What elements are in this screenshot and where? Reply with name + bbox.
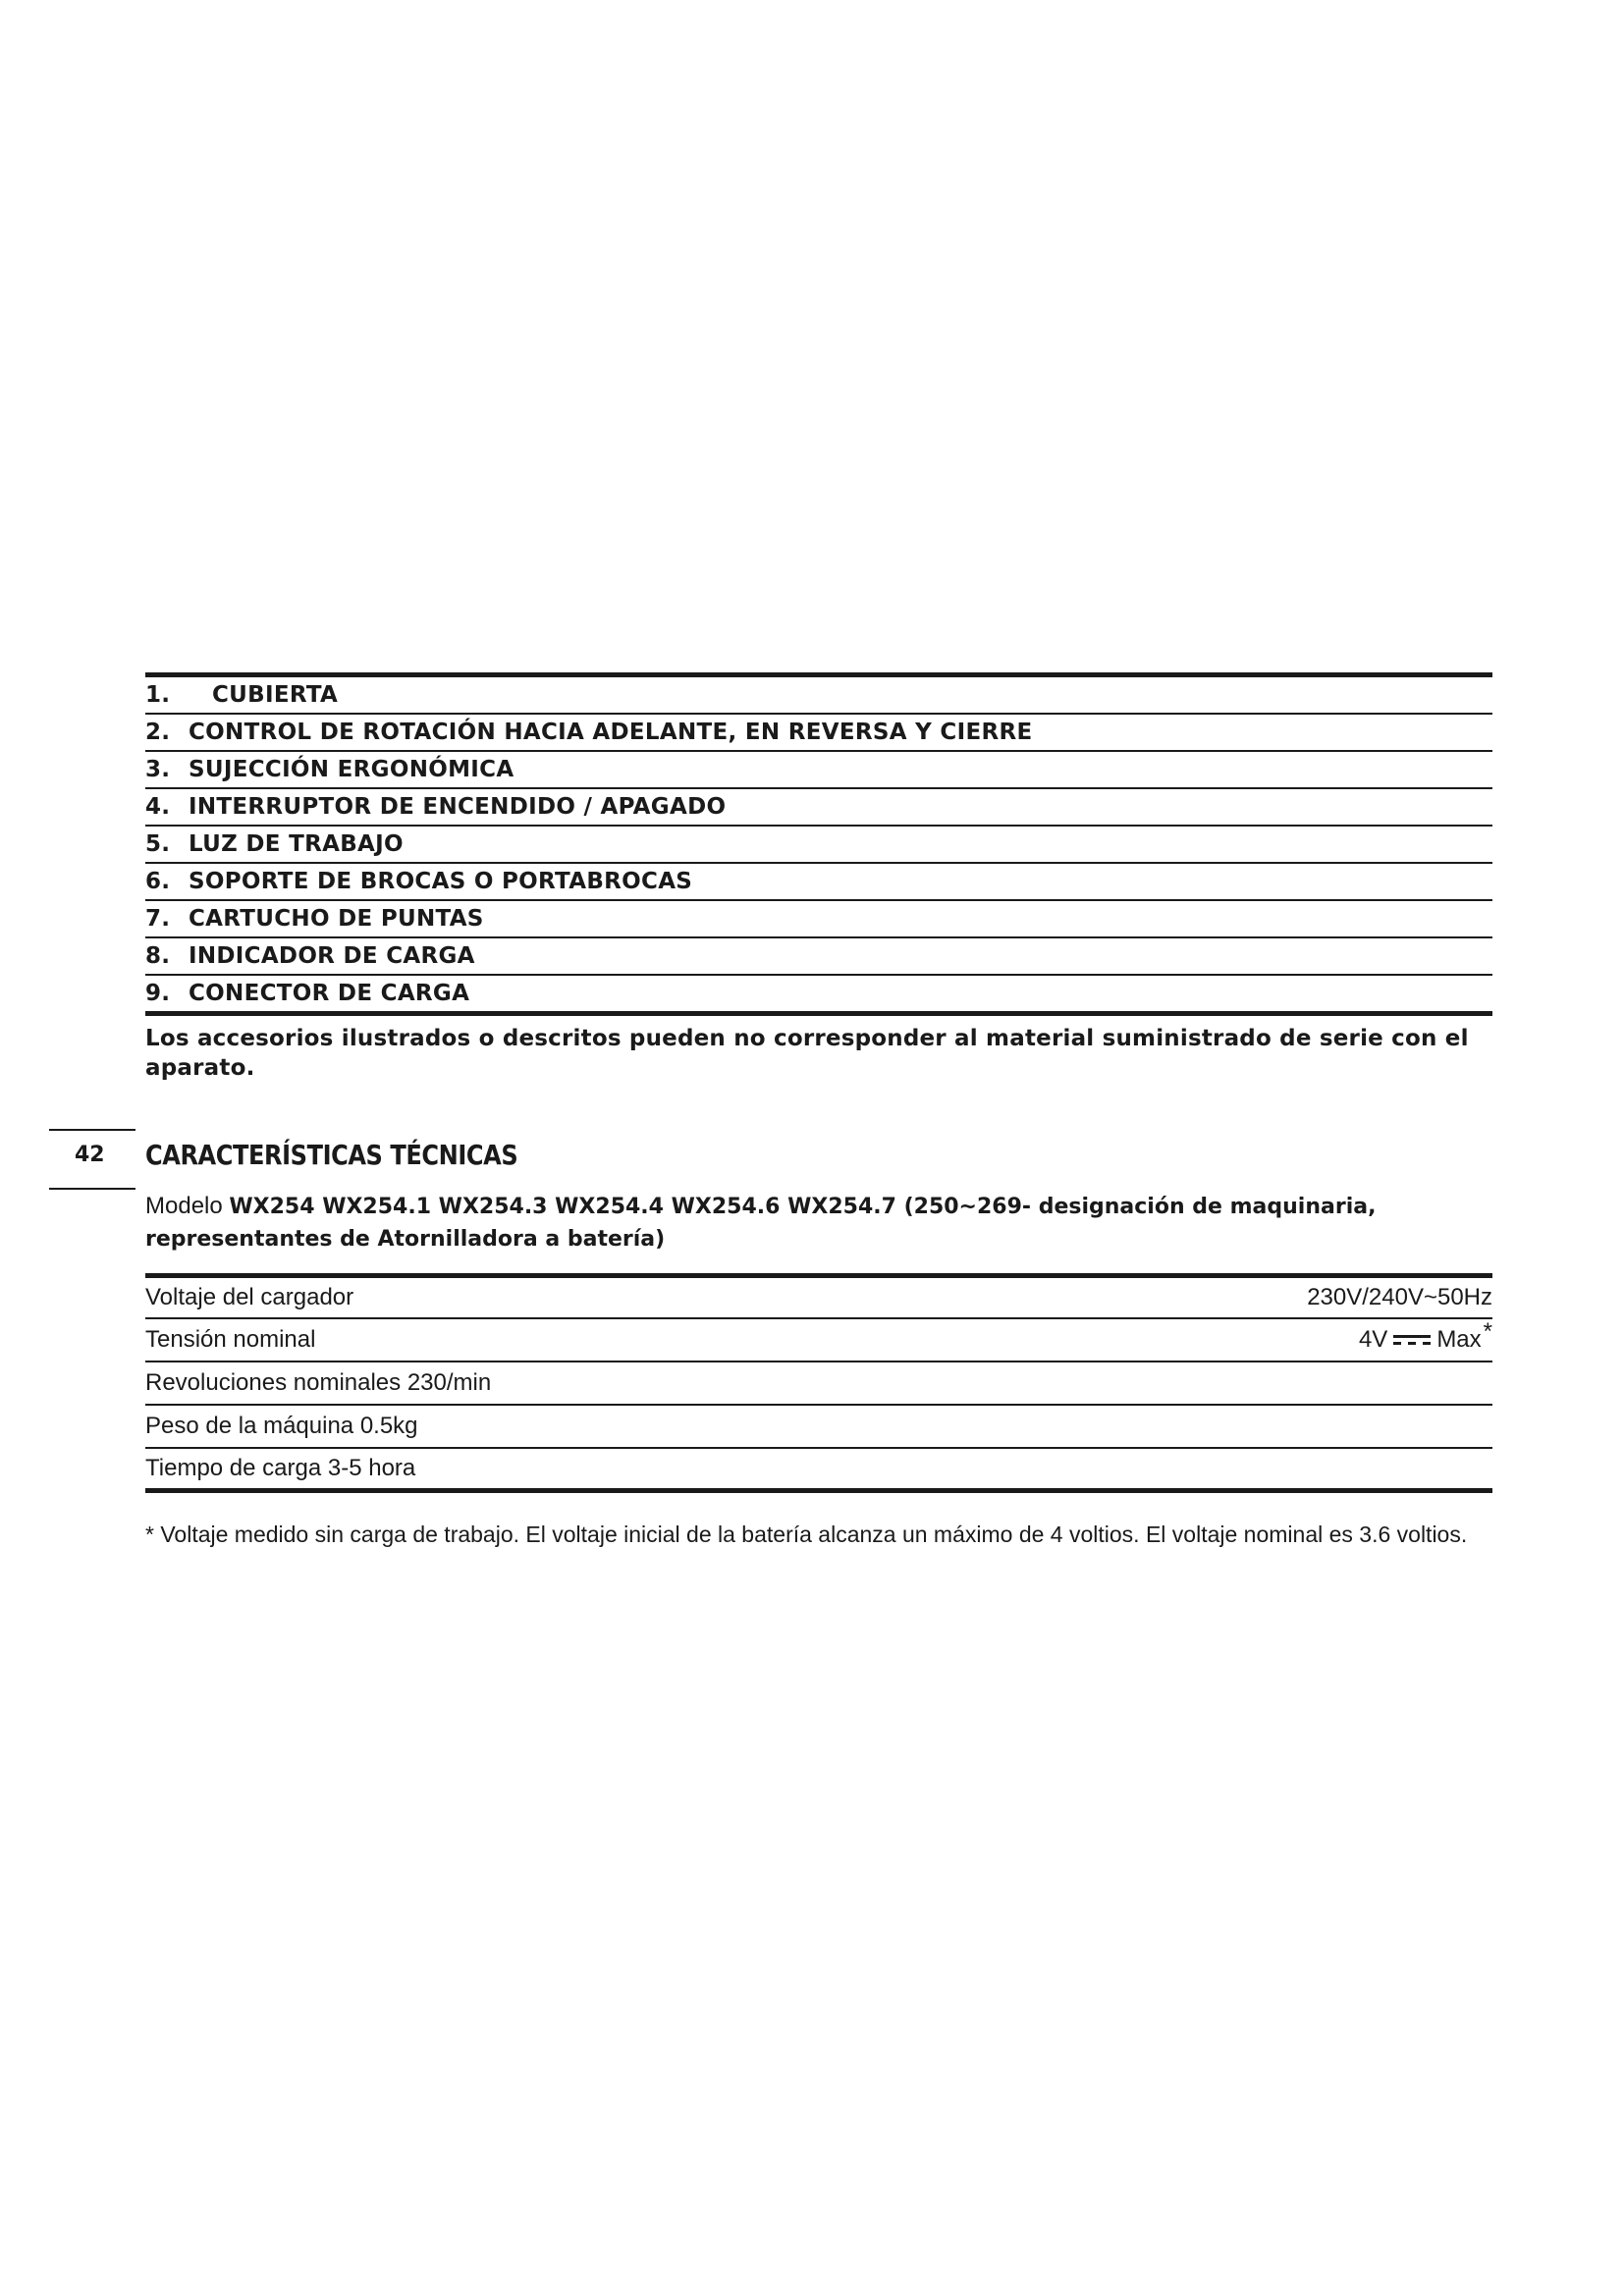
spec-label: Peso de la máquina 0.5kg <box>145 1413 418 1439</box>
table-row <box>145 1278 1492 1319</box>
item-number: 9. <box>145 981 171 1006</box>
list-item <box>145 864 1492 901</box>
list-item <box>145 677 1492 715</box>
item-label: CARTUCHO DE PUNTAS <box>189 906 484 932</box>
page-number-rule-bottom <box>49 1188 135 1190</box>
table-row <box>145 1449 1492 1493</box>
spec-label: Tensión nominal <box>145 1326 316 1353</box>
spec-label: Revoluciones nominales 230/min <box>145 1369 492 1396</box>
item-number: 4. <box>145 794 171 820</box>
accessories-note: Los accesorios ilustrados o descritos pueden no corresponder al material suministrado de serie con el aparato. <box>145 1026 1469 1081</box>
item-label: SUJECCIÓN ERGONÓMICA <box>189 757 514 782</box>
item-number: 3. <box>145 757 171 782</box>
page-number-marker <box>49 1129 135 1190</box>
item-number: 5. <box>145 831 171 857</box>
spec-value <box>1358 1318 1492 1354</box>
model-text: WX254 WX254.1 WX254.3 WX254.4 WX254.6 WX254.7 (250~269- designación de maquinaria, representantes de Atornilladora a batería) <box>145 1195 1377 1252</box>
page-number: 42 <box>75 1143 105 1167</box>
page-number-rule-top <box>49 1129 135 1131</box>
spec-value-prefix: 4V <box>1358 1326 1388 1353</box>
list-item <box>145 827 1492 864</box>
spec-value-suffix: Max <box>1436 1326 1482 1353</box>
item-label: CUBIERTA <box>212 682 339 708</box>
item-number: 2. <box>145 720 171 745</box>
section-title: CARACTERÍSTICAS TÉCNICAS <box>145 1139 518 1171</box>
item-number: 6. <box>145 869 171 894</box>
list-item <box>145 976 1492 1016</box>
item-label: SOPORTE DE BROCAS O PORTABROCAS <box>189 869 693 894</box>
tech-specs-section <box>145 1139 1492 1554</box>
list-item <box>145 715 1492 752</box>
dc-symbol-icon <box>1393 1333 1431 1347</box>
item-number: 8. <box>145 943 171 969</box>
list-item <box>145 789 1492 827</box>
footnote-mark: * <box>1483 1318 1492 1345</box>
table-row <box>145 1406 1492 1449</box>
list-item <box>145 752 1492 789</box>
item-label: INTERRUPTOR DE ENCENDIDO / APAGADO <box>189 794 727 820</box>
parts-list <box>145 672 1492 1083</box>
voltage-footnote: * Voltaje medido sin carga de trabajo. El voltaje inicial de la batería alcanza un máximo de 4 voltios. El voltaje nominal es 3.6 voltios. <box>145 1522 1468 1547</box>
spec-label: Voltaje del cargador <box>145 1284 354 1310</box>
model-prefix: Modelo <box>145 1193 223 1219</box>
spec-value: 230V/240V~50Hz <box>1307 1284 1492 1310</box>
list-item <box>145 938 1492 976</box>
table-row <box>145 1319 1492 1362</box>
item-number: 1. <box>145 682 171 708</box>
list-item <box>145 901 1492 938</box>
table-row <box>145 1362 1492 1406</box>
item-number: 7. <box>145 906 171 932</box>
item-label: CONTROL DE ROTACIÓN HACIA ADELANTE, EN REVERSA Y CIERRE <box>189 720 1033 745</box>
spec-label: Tiempo de carga 3-5 hora <box>145 1455 416 1481</box>
item-label: INDICADOR DE CARGA <box>189 943 475 969</box>
model-line <box>145 1191 1492 1255</box>
item-label: LUZ DE TRABAJO <box>189 831 404 857</box>
specs-table <box>145 1273 1492 1493</box>
item-label: CONECTOR DE CARGA <box>189 981 470 1006</box>
